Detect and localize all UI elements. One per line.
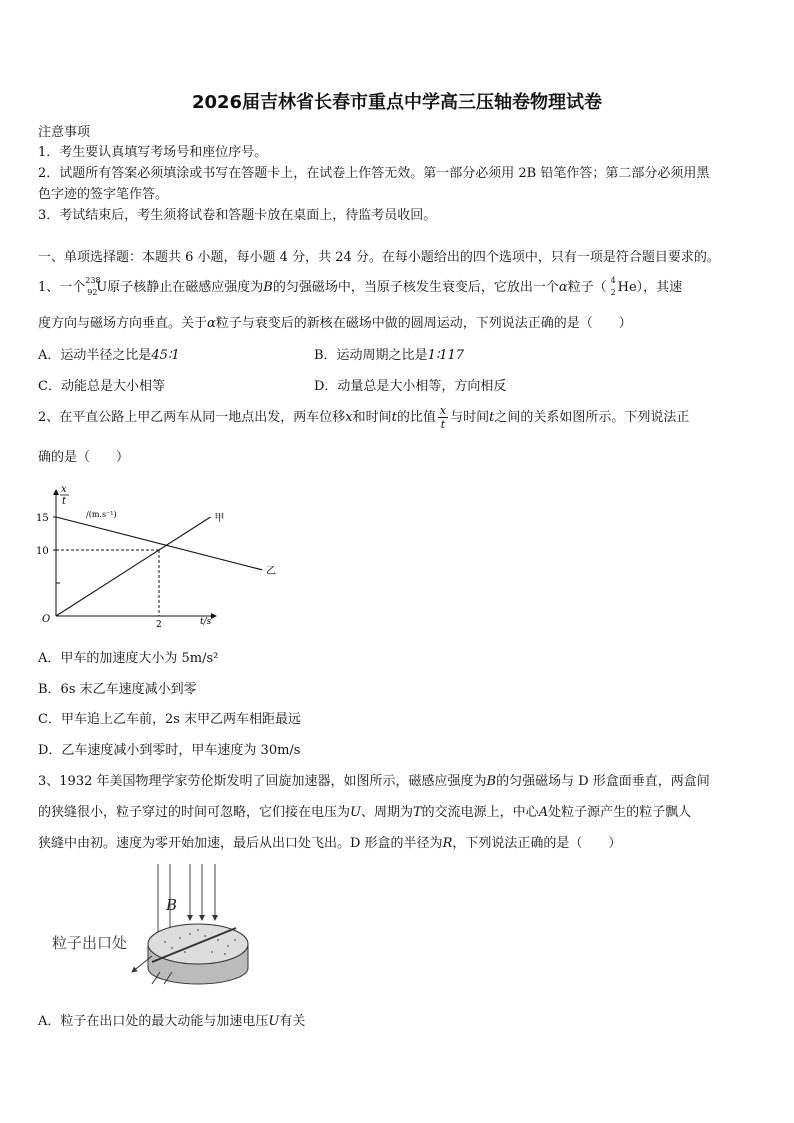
var-alpha: α xyxy=(207,316,216,331)
option-value: 1∶117 xyxy=(427,348,465,363)
q2-text: 之间的关系如图所示。下列说法正 xyxy=(494,410,690,425)
q3-text: 处粒子源产生的粒子飘人 xyxy=(548,805,692,820)
q1-text: 原子核静止在磁感应强度为 xyxy=(107,280,264,295)
var-b: B xyxy=(263,280,273,295)
q1-text: 粒子与衰变后的新核在磁场中做的圆周运动，下列说法正确的是（ ） xyxy=(215,316,632,331)
option-text: 有关 xyxy=(279,1014,306,1029)
he-atomic-number: 2 xyxy=(610,287,616,297)
notice-item-2: 2．试题所有答案必须填涂或书写在答题卡上，在试卷上作答无效。第一部分必须用 2B 铅笔作答；第二部分必须用黑 xyxy=(38,166,710,181)
q1-option-c[interactable]: C．动能总是大小相等 xyxy=(38,379,165,394)
q1-text: 度方向与磁场方向垂直。关于 xyxy=(38,316,208,331)
q3-text: 的交流电源上，中心 xyxy=(421,805,539,820)
q2-option-d[interactable]: D．乙车速度减小到零时，甲车速度为 30m/s xyxy=(38,743,301,758)
u-symbol: U xyxy=(96,279,108,295)
frac-denominator: t xyxy=(440,418,446,431)
notice-item-3: 3．考试结束后，考生须将试卷和答题卡放在桌面上，待监考员收回。 xyxy=(38,208,437,223)
series-label-jia: 甲 xyxy=(214,513,225,524)
y-tick-label: 15 xyxy=(36,513,49,524)
notice-item-2-cont: 色字迹的签字笔作答。 xyxy=(38,187,169,202)
q1-option-b[interactable] xyxy=(314,344,464,363)
series-line-jia xyxy=(56,517,211,616)
q2-option-a[interactable]: A．甲车的加速度大小为 5m/s² xyxy=(38,651,219,666)
q1-option-a[interactable] xyxy=(38,344,180,363)
q2-text: 的比值 xyxy=(396,410,436,425)
q1-option-d[interactable]: D．动量总是大小相等，方向相反 xyxy=(314,379,507,394)
section-heading: 一、单项选择题：本题共 6 小题，每小题 4 分，共 24 分。在每小题给出的四个选项中，只有一项是符合题目要求的。 xyxy=(38,250,720,265)
var-b: B xyxy=(486,774,497,789)
x-tick-label: 2 xyxy=(156,620,162,630)
q2-text: 和时间 xyxy=(352,410,392,425)
exit-label: 粒子出口处 xyxy=(52,934,128,952)
page-title: 2026届吉林省长春市重点中学高三压轴卷物理试卷 xyxy=(191,92,603,113)
q2-text: 与时间 xyxy=(450,410,490,425)
u-mass-number: 238 xyxy=(85,275,101,285)
var-alpha: α xyxy=(558,280,568,295)
var-u: U xyxy=(268,1014,280,1029)
helium-nuclide xyxy=(607,275,637,297)
x-axis-label: t/s xyxy=(200,617,212,627)
cyclotron-figure xyxy=(40,860,260,990)
var-r: R xyxy=(442,836,453,851)
q2-option-c[interactable]: C．甲车追上乙车前，2s 末甲乙两车相距最远 xyxy=(38,712,302,727)
fraction-x-over-t xyxy=(438,404,448,431)
uranium-nuclide xyxy=(85,275,108,297)
he-mass-number: 4 xyxy=(610,275,616,285)
var-x: x xyxy=(345,410,353,425)
xt-t-graph xyxy=(34,484,276,630)
y-label-denominator: t xyxy=(62,496,67,507)
var-t: t xyxy=(489,410,495,425)
he-symbol: He xyxy=(617,279,637,295)
q3-option-a[interactable] xyxy=(38,1010,305,1029)
series-label-yi: 乙 xyxy=(266,565,276,577)
var-a: A xyxy=(538,805,549,820)
notice-heading: 注意事项 xyxy=(38,125,91,140)
frac-numerator: x xyxy=(439,404,447,417)
q3-text: ，下列说法正确的是（ ） xyxy=(452,836,622,851)
y-tick-label: 10 xyxy=(36,546,49,557)
option-text: B．运动周期之比是 xyxy=(314,348,428,363)
option-text: A．运动半径之比是 xyxy=(38,348,152,363)
q3-stem-line2 xyxy=(38,801,691,820)
q1-stem-line2 xyxy=(38,312,632,331)
var-t-period: T xyxy=(413,805,422,820)
q1-stem-line1 xyxy=(38,276,682,296)
origin-label: O xyxy=(42,614,51,625)
q3-stem-line3 xyxy=(38,832,621,851)
q1-text: 的匀强磁场中，当原子核发生衰变后，它放出一个 xyxy=(272,280,559,295)
option-value: 45∶1 xyxy=(151,348,180,363)
q3-text: 的匀强磁场与 D 形盒面垂直，两盒间 xyxy=(496,774,710,789)
q3-text: 、周期为 xyxy=(360,805,413,820)
q1-text: ），其速 xyxy=(636,280,683,295)
notice-item-1: 1．考生要认真填写考场号和座位序号。 xyxy=(38,145,268,160)
y-unit-label: /(m.s⁻¹) xyxy=(86,510,117,519)
q2-stem-line1 xyxy=(38,404,689,431)
q3-text: 3、1932 年美国物理学家劳伦斯发明了回旋加速器，如图所示，磁感应强度为 xyxy=(38,774,487,789)
var-t: t xyxy=(391,410,397,425)
q2-text: 2、在平直公路上甲乙两车从同一地点出发，两车位移 xyxy=(38,410,346,425)
q1-text: 1、一个 xyxy=(38,280,86,295)
q3-stem-line1 xyxy=(38,770,710,789)
y-label-numerator: x xyxy=(61,484,67,495)
q2-option-b[interactable]: B．6s 末乙车速度减小到零 xyxy=(38,682,197,697)
q1-text: 粒子（ xyxy=(567,280,607,295)
field-label-b: B xyxy=(166,896,178,914)
option-text: A．粒子在出口处的最大动能与加速电压 xyxy=(38,1014,269,1029)
u-atomic-number: 92 xyxy=(87,287,98,297)
var-u: U xyxy=(350,805,361,820)
q2-stem-line2: 确的是（ ） xyxy=(38,450,130,465)
q3-text: 的狭缝很小，粒子穿过的时间可忽略，它们接在电压为 xyxy=(38,805,351,820)
q3-text: 狭缝中由初。速度为零开始加速，最后从出口处飞出。D 形盒的半径为 xyxy=(38,836,443,851)
